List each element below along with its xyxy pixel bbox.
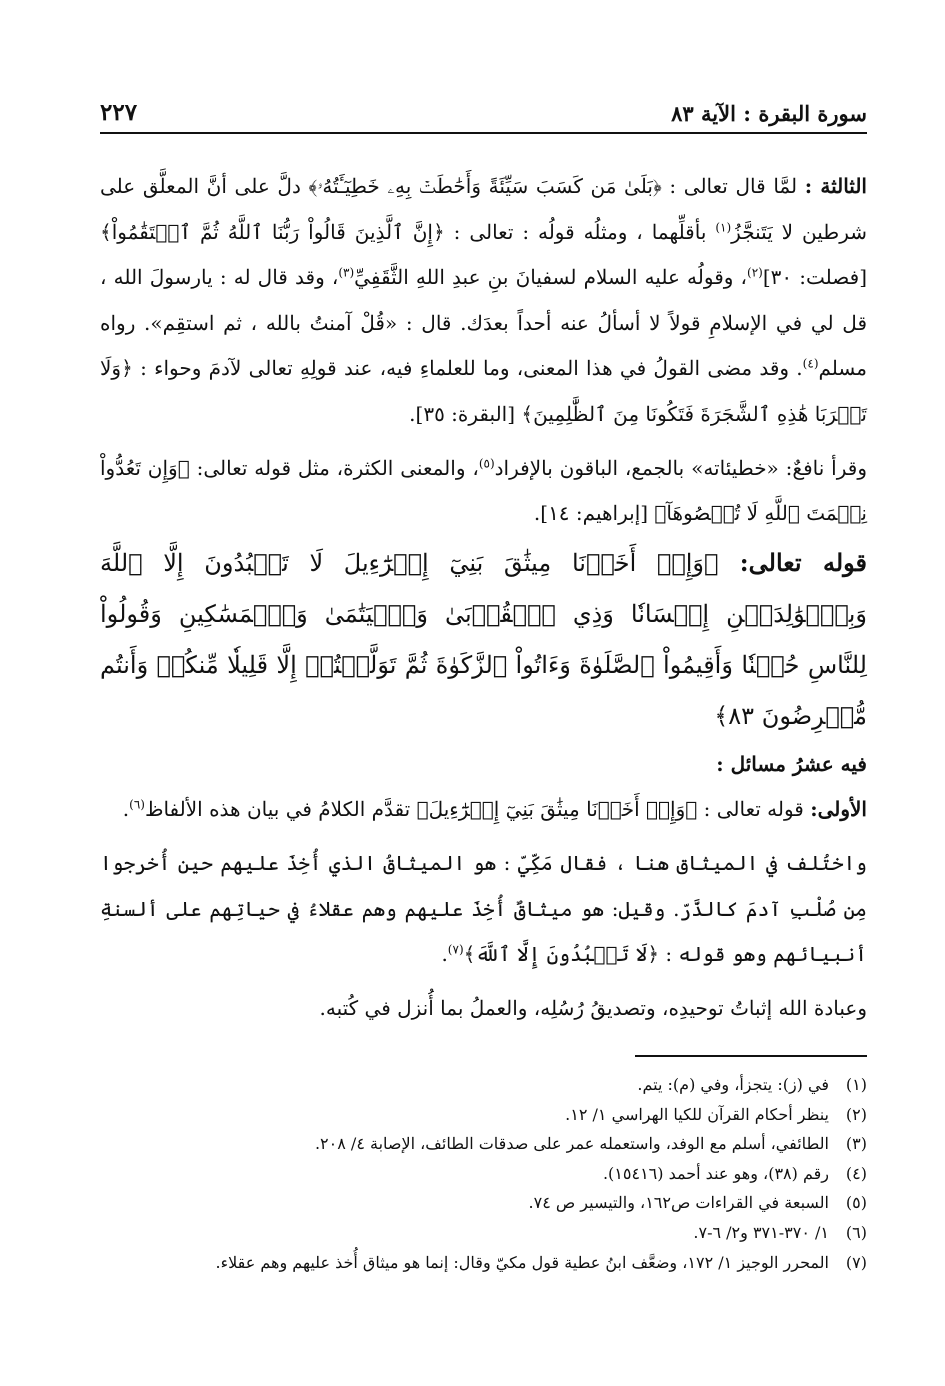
footnote-number: (٦) [845, 1222, 867, 1242]
footnote-text: السبعة في القراءات ص١٦٢، والتيسير ص ٧٤. [528, 1193, 829, 1213]
quran-quote: ﴿وَإِن تَعُدُّواْ نِعۡمَتَ ٱللَّهِ لَا تُحۡصُوهَآ﴾ [100, 455, 867, 526]
footnote-text: رقم (٣٨)، وهو عند أحمد (١٥٤١٦). [602, 1163, 829, 1183]
footnote [100, 1070, 867, 1100]
quran-quote: ﴿وَلَا تَقۡرَبَا هَٰذِهِ ٱلشَّجَرَةَ فَتَكُونَا مِنَ ٱلظَّٰلِمِينَ﴾ [100, 356, 867, 426]
footnote-text: المحرر الوجيز ١/ ١٧٢، وضعَّف ابنُ عطية قول مكيّ وقال: إنما هو ميثاق أُخذ عليهم وهم عقلاء. [215, 1252, 829, 1272]
footnote-text: ١/ ٣٧٠-٣٧١ و٢/ ٦-٧. [693, 1222, 829, 1242]
footnote-ref: (٥) [478, 455, 495, 470]
verse-text: ﴿وَإِذۡ أَخَذۡنَا مِيثَٰقَ بَنِيٓ إِسۡرَٰٓءِيلَ لَا تَعۡبُدُونَ إِلَّا ٱللَّهَ وَبِٱلۡوَٰلِدَيۡنِ إِحۡسَانٗا وَذِي ٱلۡقُرۡبَىٰ وَٱلۡيَتَٰمَىٰ وَٱلۡمَسَٰكِينِ وَقُولُواْ لِلنَّاسِ حُسۡنٗا وَأَقِيمُواْ ٱلصَّلَوٰةَ وَءَاتُواْ ٱلزَّكَوٰةَ ثُمَّ تَوَلَّيۡتُمۡ إِلَّا قَلِيلٗا مِّنكُمۡ وَأَنتُم مُّعۡرِضُونَ ٨٣﴾ [100, 548, 867, 730]
paragraph-worship: وعبادة الله إثباتُ توحيدِه، وتصديقُ رُسُلِه، والعملُ بما أُنزل في كُتبه. [319, 995, 867, 1020]
text-span: وقرأ نافعٌ: «خطيئاته» بالجمع، الباقون بالإفراد [494, 455, 867, 480]
issues-heading: فيه عشرُ مسائل : [716, 751, 867, 776]
footnote-number: (٤) [845, 1163, 867, 1183]
footnote [100, 1218, 867, 1248]
paragraph-covenant [100, 841, 867, 978]
footnote [100, 1100, 867, 1130]
text-span: دلَّ على أنَّ المعلَّق على شرطين لا يَتَنجَّزُ [100, 174, 867, 244]
text-span: [إبراهيم: ١٤]. [533, 501, 655, 526]
quran-quote: ﴿وَإِذۡ أَخَذۡنَا مِيثَٰقَ بَنِيٓ إِسۡرَٰٓءِيلَ﴾ [416, 797, 698, 822]
page-number: ٢٢٧ [100, 99, 138, 126]
footnote [100, 1159, 867, 1189]
footnote [100, 1188, 867, 1218]
surah-verse-title: سورة البقرة : الآية ٨٣ [671, 101, 867, 126]
footnote-number: (١) [845, 1075, 867, 1094]
footnote-ref: (٣) [338, 265, 355, 280]
footnote-ref: (٦) [129, 797, 145, 812]
running-header [100, 92, 867, 134]
text-span: . وقد مضى القولُ في هذا المعنى، وما للعلماءِ فيه، عند قولِهِ تعالى لآدمَ وحواء : [132, 356, 803, 381]
footnote-number: (٣) [845, 1134, 867, 1154]
text-span: . [441, 942, 448, 967]
footnote-separator [635, 1055, 867, 1057]
verse-83-block [100, 537, 867, 742]
quran-quote: ﴿بَلَىٰ مَن كَسَبَ سَيِّئَةً وَأَحَٰطَتۡ بِهِۦ خَطِيٓـَٔتُهُۥ﴾ [308, 174, 662, 198]
footnote [100, 1248, 867, 1278]
footnote-ref: (٤) [802, 356, 819, 371]
footnote-ref: (٢) [747, 265, 763, 280]
text-span: واختُلف في الميثاق هنا ، فقال مَكِّيّ : هو الميثاقُ الذي أُخِذَ عليهم حين أُخرجوا مِن صُلْبِ آدمَ كالذَّرّ. وقيل: هو ميثاقٌ أُخِذَ عليهم وهم عقلاءُ في حياتِهم على ألسنةِ أنبيائهم وهو قوله : [100, 850, 867, 967]
paragraph-third-issue [100, 164, 867, 438]
text-span: ، وقولُه عليه السلام لسفيانَ بنِ عبدِ اللهِ الثَّقَفِيِّ [354, 265, 748, 290]
footnote-text: في (ز): يتجزأ، وفي (م): يتم. [637, 1075, 829, 1094]
quran-quote: ﴿لَا تَعۡبُدُونَ إِلَّا ٱللَّهَ﴾ [463, 942, 660, 967]
issue-label: الأولى: [810, 797, 867, 822]
text-span: بأقلِّهما ، ومثلُه قولُه : تعالى : [444, 219, 716, 244]
footnote-text: الطائفي، أسلم مع الوفد، واستعمله عمر على صدقات الطائف، الإصابة ٤/ ٢٠٨. [314, 1134, 829, 1154]
text-span: . [122, 797, 130, 822]
footnotes [100, 1070, 867, 1277]
text-span: [فصلت: ٣٠] [762, 265, 867, 290]
footnote-number: (٧) [845, 1252, 867, 1272]
text-span: ، والمعنى الكثرة، مثل قوله تعالى: [189, 455, 479, 480]
quran-quote: ﴿إِنَّ ٱلَّذِينَ قَالُواْ رَبُّنَا ٱللَّهُ ثُمَّ ٱسۡتَقَٰمُواْ﴾ [100, 219, 445, 244]
footnote-ref: (٧) [447, 942, 464, 957]
footnote-number: (٥) [845, 1193, 867, 1213]
footnote [100, 1129, 867, 1159]
footnote-ref: (١) [715, 219, 732, 234]
text-span: تقدَّم الكلامُ في بيان هذه الألفاظ [144, 797, 417, 822]
text-span: لمَّا قال تعالى : [661, 174, 805, 198]
paragraph-first-issue [100, 787, 867, 833]
footnote-number: (٢) [845, 1104, 867, 1124]
verse-label: قوله تعالى: [718, 547, 868, 577]
text-span: قوله تعالى : [697, 797, 811, 822]
issue-label: الثالثة : [804, 174, 867, 198]
text-span: [البقرة: ٣٥]. [409, 401, 522, 426]
text-span: ، وقد قال له : يارسولَ الله ، قل لي في الإسلامِ قولاً لا أسألُ عنه أحداً بعدَك. قال : «قُلْ آمنتُ بالله ، ثم استقِم». رواه مسلم [100, 265, 867, 381]
paragraph-nafi-reading [100, 446, 867, 537]
footnote-text: ينظر أحكام القرآن للكيا الهراسي ١/ ١٢. [565, 1104, 829, 1124]
main-text [100, 164, 867, 1031]
